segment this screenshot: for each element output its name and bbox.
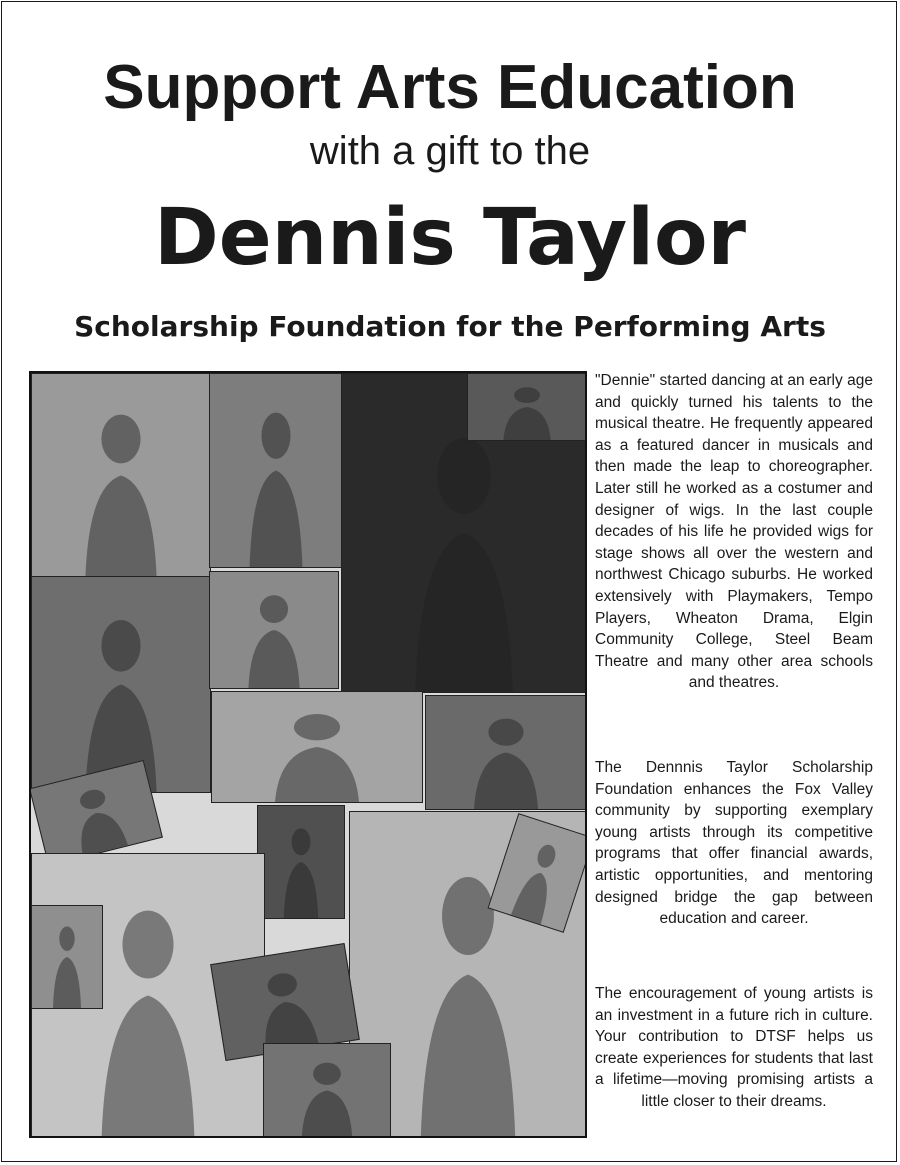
appeal-paragraph: The encouragement of young artists is an investment in a future rich in culture. Your contribution to DTSF helps us create experiences for students that last a lifetime—moving promising artists a little closer to their dreams. — [595, 985, 873, 1110]
photo-three-seniors — [263, 1043, 391, 1138]
photo-embracing-pair — [209, 571, 339, 689]
photo-figure-icon — [210, 572, 338, 688]
bio-paragraph: "Dennie" started dancing at an early age and quickly turned his talents to the musical theatre. He frequently appeared as a featured dancer in musicals and then made the leap to choreographer. Later still he worked as a costumer and designer of wigs. In the last couple decades of his life he provided wigs for stage shows all over the western and northwest Chicago suburbs. He worked extensively with Playmakers, Tempo Players, Wheaton Drama, Elgin Community College, Steel Beam Theatre and many other area schools and theatres. — [595, 372, 873, 692]
photo-group-costumes — [209, 373, 343, 568]
photo-figure-icon — [426, 696, 586, 809]
headline-gift: with a gift to the — [309, 129, 591, 173]
photo-figure-icon — [210, 374, 342, 567]
photo-trio-hats — [31, 905, 103, 1009]
photo-two-women — [257, 805, 345, 919]
photo-figure-icon — [258, 806, 344, 918]
photo-figure-icon — [32, 577, 210, 792]
photo-dance-line — [211, 691, 423, 803]
headline-support-arts: Support Arts Education — [103, 53, 797, 122]
photo-figure-icon — [212, 692, 422, 802]
photo-fiddler-duo — [31, 576, 211, 793]
photo-figure-icon — [264, 1044, 390, 1137]
photo-picnic-friends — [425, 695, 587, 810]
photo-figure-icon — [32, 374, 210, 577]
photo-figure-icon — [32, 906, 102, 1008]
foundation-paragraph: The Dennnis Taylor Scholarship Foundation enhances the Fox Valley community by supporting exemplary young artists through its competitive programs that offer financial awards, artistic opportunities, and mentoring designed bridge the gap between education and career. — [595, 759, 873, 928]
photo-four-smiling — [467, 373, 587, 441]
photo-dancer-arms-up — [31, 373, 211, 578]
headline-name: Dennis Taylor — [153, 193, 747, 283]
photo-collage — [29, 371, 587, 1138]
headline-foundation: Scholarship Foundation for the Performing Arts — [74, 310, 826, 343]
photo-figure-icon — [468, 374, 586, 440]
